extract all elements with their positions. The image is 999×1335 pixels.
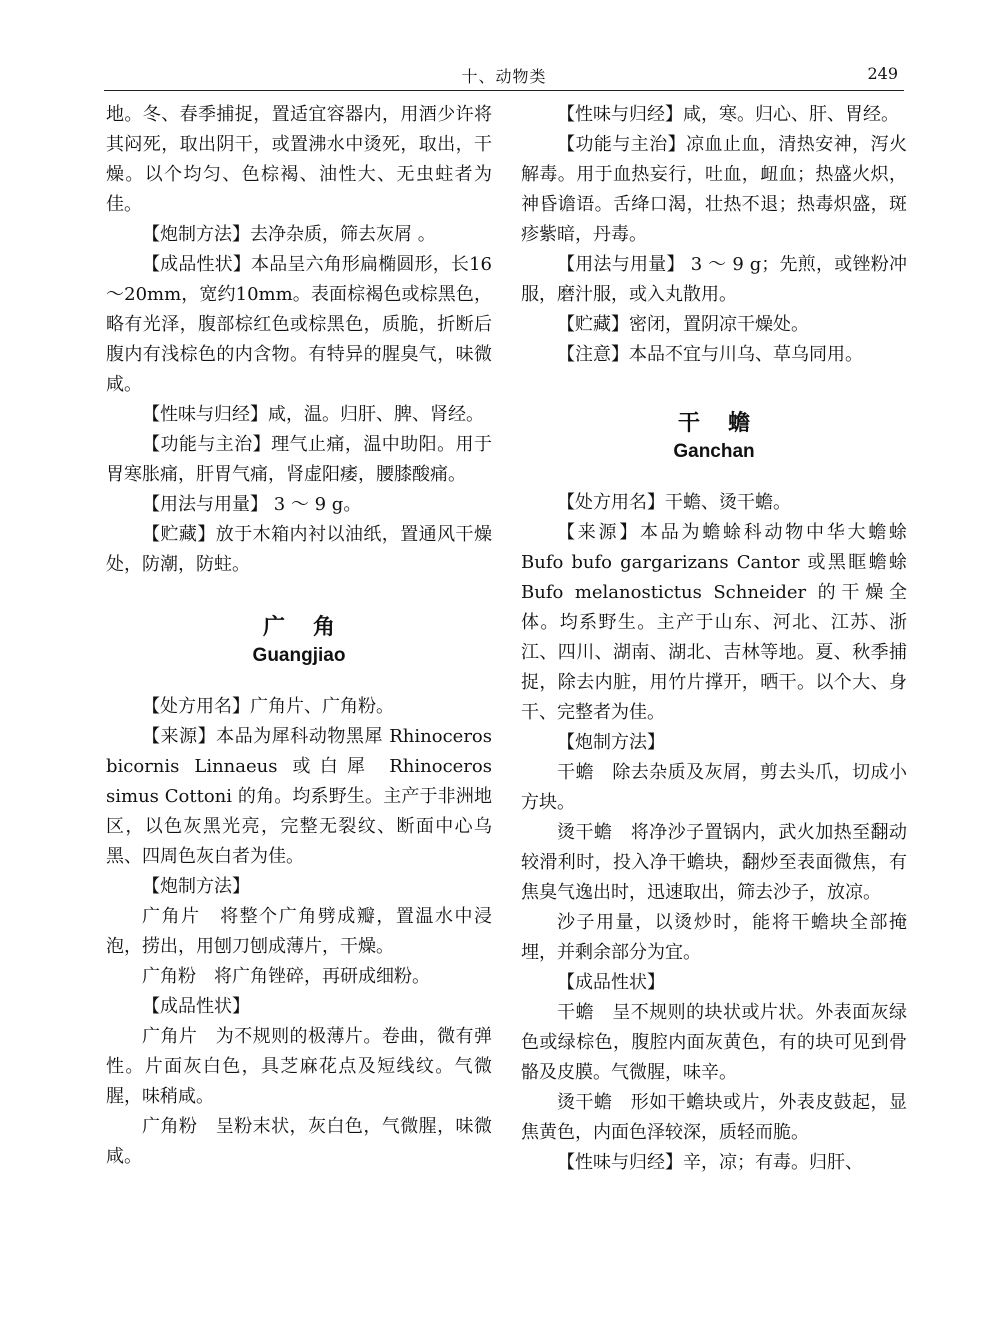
paragraph: 【用法与用量】 3 ～ 9 g；先煎，或锉粉冲服，磨汁服，或入丸散用。 [521, 254, 907, 305]
entry-heading-pinyin: Ganchan [673, 441, 755, 462]
paragraph: 【贮藏】密闭，置阴凉干燥处。 [557, 314, 809, 335]
paragraph: 【贮藏】放于木箱内衬以油纸，置通风干燥处，防潮，防蛀。 [106, 524, 492, 575]
paragraph: 【炮制方法】去净杂质，筛去灰屑 。 [142, 224, 436, 245]
left-column [106, 100, 492, 1172]
paragraph: 【性味与归经】咸，寒。归心、肝、胃经。 [557, 104, 899, 125]
paragraph: 【成品性状】本品呈六角形扁椭圆形，长16～20mm，宽约10mm。表面棕褐色或棕黑色，略有光泽，腹部棕红色或棕黑色，质脆，折断后腹内有浅棕色的内含物。有特异的腥臭气，味微咸。 [106, 254, 492, 395]
paragraph: 【来源】本品为蟾蜍科动物中华大蟾蜍 Bufo bufo gargarizans Cantor 或黑眶蟾蜍 Bufo melanostictus Schneider 的干燥全体。均系野生。主产于山东、河北、江苏、浙江、四川、湖南、湖北、吉林等地。夏、秋季捕捉，除去内脏，用竹片撑开，晒干。以个大、身干、完整者为佳。 [521, 522, 907, 723]
paragraph: 干蟾 除去杂质及灰屑，剪去头爪，切成小方块。 [521, 762, 907, 813]
paragraph: 广角片 为不规则的极薄片。卷曲，微有弹性。片面灰白色，具芝麻花点及短线纹。气微腥，味稍咸。 [106, 1026, 492, 1107]
paragraph: 【成品性状】 [142, 996, 250, 1017]
paragraph: 广角粉 呈粉末状，灰白色，气微腥，味微咸。 [106, 1116, 492, 1167]
header-rule [104, 90, 904, 91]
page-number: 249 [867, 64, 898, 83]
paragraph: 【处方用名】干蟾、烫干蟾。 [557, 492, 791, 513]
paragraph: 烫干蟾 形如干蟾块或片，外表皮鼓起，显焦黄色，内面色泽较深，质轻而脆。 [521, 1092, 907, 1143]
paragraph: 【性味与归经】辛，凉；有毒。归肝、 [557, 1152, 863, 1173]
paragraph: 广角片 将整个广角劈成瓣，置温水中浸泡，捞出，用刨刀刨成薄片，干燥。 [106, 906, 492, 957]
page-header [104, 62, 904, 92]
paragraph: 【炮制方法】 [142, 876, 250, 897]
running-title: 十、动物类 [461, 67, 547, 86]
paragraph: 【炮制方法】 [557, 732, 665, 753]
paragraph: 【注意】本品不宜与川乌、草乌同用。 [557, 344, 863, 365]
paragraph: 【功能与主治】凉血止血，清热安神，泻火解毒。用于血热妄行，吐血，衄血；热盛火炽，神昏谵语。舌绛口渴，壮热不退；热毒炽盛，斑疹紫暗，丹毒。 [521, 134, 907, 245]
paragraph: 【性味与归经】咸，温。归肝、脾、肾经。 [142, 404, 484, 425]
entry-heading-chinese: 广角 [262, 615, 363, 640]
paragraph: 【用法与用量】 3 ～ 9 g。 [142, 494, 362, 515]
paragraph: 【成品性状】 [557, 972, 665, 993]
paragraph: 干蟾 呈不规则的块状或片状。外表面灰绿色或绿棕色，腹腔内面灰黄色，有的块可见到骨骼及皮膜。气微腥，味辛。 [521, 1002, 907, 1083]
paragraph: 地。冬、春季捕捉，置适宜容器内，用酒少许将其闷死，取出阴干，或置沸水中烫死，取出，干燥。以个均匀、色棕褐、油性大、无虫蛀者为佳。 [106, 104, 492, 215]
paragraph: 【处方用名】广角片、广角粉。 [142, 696, 394, 717]
paragraph: 沙子用量，以烫炒时，能将干蟾块全部掩埋，并剩余部分为宜。 [521, 912, 907, 963]
right-column [521, 100, 907, 1178]
paragraph: 广角粉 将广角锉碎，再研成细粉。 [142, 966, 430, 987]
entry-heading-chinese: 干蟾 [677, 411, 778, 436]
paragraph: 【来源】本品为犀科动物黑犀 Rhinoceros bicornis Linnaeus 或白犀 Rhinoceros simus Cottoni 的角。均系野生。主产于非洲地区，以色灰黑光亮，完整无裂纹、断面中心乌黑、四周色灰白者为佳。 [106, 726, 492, 867]
paragraph: 烫干蟾 将净沙子置锅内，武火加热至翻动较滑利时，投入净干蟾块，翻炒至表面微焦，有焦臭气逸出时，迅速取出，筛去沙子，放凉。 [521, 822, 907, 903]
entry-heading-pinyin: Guangjiao [252, 645, 346, 666]
paragraph: 【功能与主治】理气止痛，温中助阳。用于胃寒胀痛，肝胃气痛，肾虚阳痿，腰膝酸痛。 [106, 434, 492, 485]
